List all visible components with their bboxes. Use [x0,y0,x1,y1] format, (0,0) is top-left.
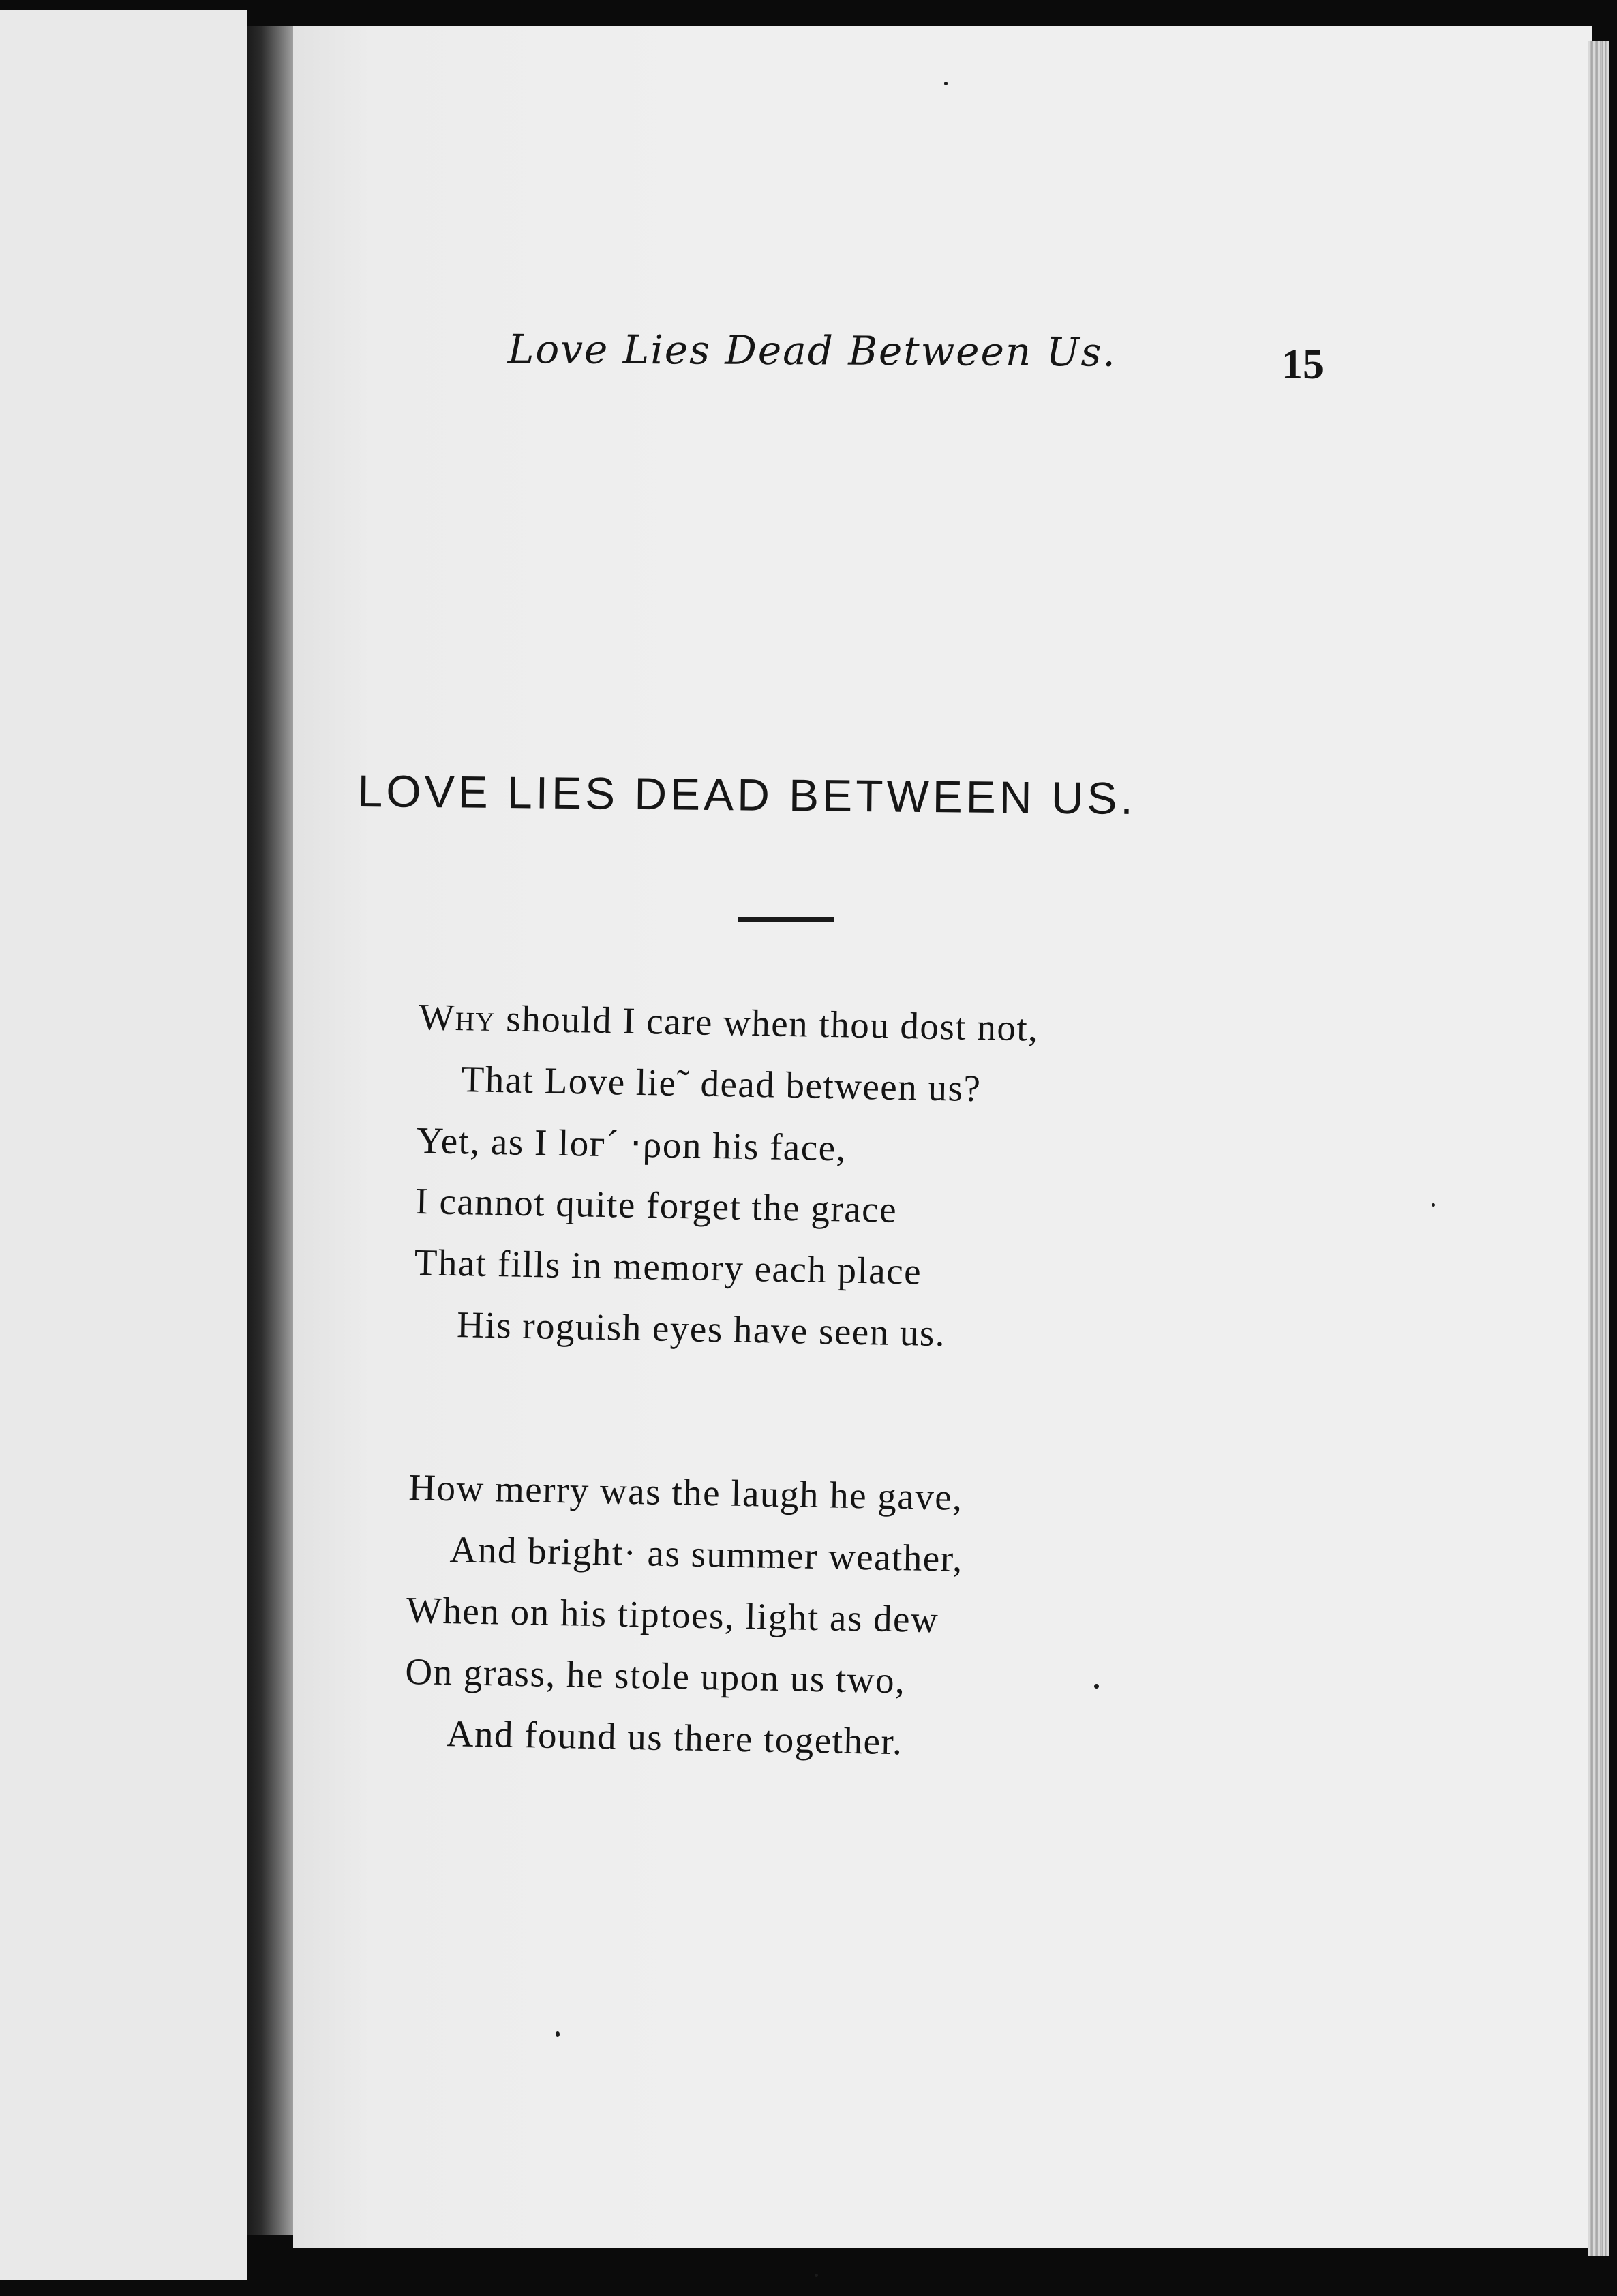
poem-line: And bright· as summer weather, [449,1528,964,1580]
poem-line: His roguish eyes have seen us. [456,1303,946,1355]
running-head-title: Love Lies Dead Between Us. [507,326,1117,376]
ink-speck [815,2274,818,2277]
poem-line: When on his tiptoes, light as dew [406,1588,939,1641]
poem-title: LOVE LIES DEAD BETWEEN US. [357,766,1137,824]
poem-line: That fills in memory each place [414,1241,922,1293]
poem-line: I cannot quite forget the grace [414,1179,898,1230]
poem-line: Yet, as I loгˊ ‧ρon his face, [416,1119,847,1169]
page-number: 15 [1282,342,1324,388]
ink-speck [556,2031,560,2037]
poem-line: How merry was the laugh he gave, [408,1466,964,1518]
poem-line: And found us there together. [446,1712,904,1763]
ink-speck [944,82,948,85]
drop-word: Why [418,995,496,1040]
title-divider-rule [738,917,834,922]
ink-speck [1094,1684,1099,1689]
previous-page [0,10,247,2280]
poem-line: On grass, he stole upon us two, [404,1650,906,1702]
poem-line: That Love lie˜ dead between us? [461,1058,982,1110]
page-edges [1588,41,1609,2256]
line-text: should I care when thou dost not, [495,997,1040,1049]
ink-speck [1432,1203,1435,1207]
